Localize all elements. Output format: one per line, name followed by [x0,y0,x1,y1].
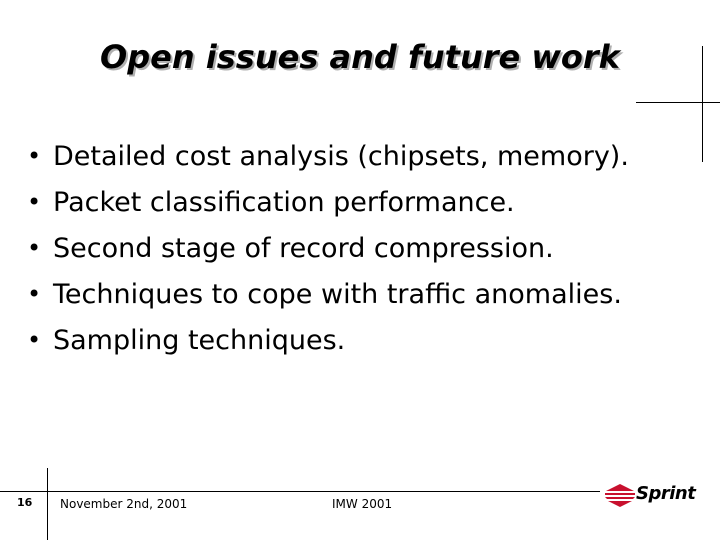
bullet-list [27,133,629,363]
list-item [27,317,629,363]
bullet-marker: • [27,233,42,262]
list-item [27,133,629,179]
page-number: 16 [17,496,33,509]
bullet-marker: • [27,141,42,170]
corner-vertical-line [702,46,703,162]
list-item [27,179,629,225]
bullet-text: Sampling techniques. [53,324,346,356]
footer-date: November 2nd, 2001 [60,497,188,511]
list-item [27,225,629,271]
bullet-text: Second stage of record compression. [53,232,554,264]
bullet-marker: • [27,325,42,354]
bullet-text: Techniques to cope with traffic anomalies. [53,278,622,310]
sprint-diamond-icon [602,481,638,509]
footer-vertical-line [47,468,48,540]
sprint-logo [602,481,702,513]
bullet-text: Packet classification performance. [53,186,515,218]
slide-title-text: Open issues and future work [100,38,620,76]
bullet-text: Detailed cost analysis (chipsets, memory). [53,140,629,172]
corner-horizontal-line [636,102,720,103]
slide-title [0,38,720,76]
bullet-marker: • [27,279,42,308]
bullet-marker: • [27,187,42,216]
footer-divider-line [0,491,600,492]
list-item [27,271,629,317]
sprint-logo-text: Sprint [636,483,696,504]
footer-event: IMW 2001 [332,497,393,511]
